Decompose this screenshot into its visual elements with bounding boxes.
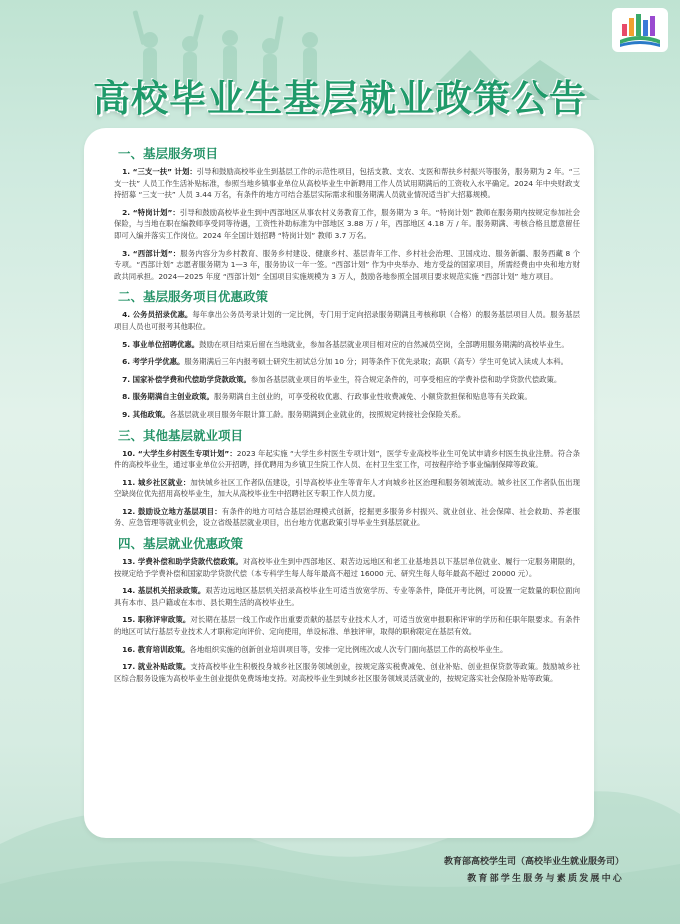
section-heading-2: 二、基层服务项目优惠政策 (118, 289, 269, 305)
policy-item: 2. “特岗计划”：引导和鼓励高校毕业生到中西部地区从事农村义务教育工作，服务期为 3 年。“特岗计划” 教师在服务期内按规定参加社会保险，与当地在职在编教师享受同等待遇，工资性补助标准为中部地区 3.88 万 / 年，西部地区 4.18 万 / 年。服务期满、考核合格且愿意留任即可入编并落实工作岗位。2024 年全国计划招聘 “特岗计划” 教师 3.7 万名。 (114, 207, 580, 240)
section-heading-3: 三、其他基层就业项目 (118, 427, 244, 443)
policy-item: 9. 其他政策。各基层就业项目服务年限计算工龄。服务期满到企业就业的，按照规定转接社会保险关系。 (122, 409, 466, 419)
policy-item: 14. 基层机关招录政策。艰苦边远地区基层机关招录高校毕业生可适当放宽学历、专业等条件，降低开考比例，可设置一定数量的职位面向具有本市、县户籍或在本市、县长期生活的高校毕业生。 (114, 586, 580, 607)
policy-item: 5. 事业单位招聘优惠。鼓励在项目结束后留在当地就业，参加各基层就业项目相对应的自然减员空岗，全部聘用服务期满的高校毕业生。 (122, 339, 569, 349)
section-heading-4: 四、基层就业优惠政策 (118, 536, 244, 552)
policy-item: 15. 职称评审政策。对长期在基层一线工作或作出重要贡献的基层专业技术人才，可适当放宽申报职称评审的学历和任职年限要求。有条件的地区可试行基层专业技术人才职称定向评价、定向使用，单设标准、单独评审，取得的职称限定在基层有效。 (114, 615, 580, 637)
page-title: 高校毕业生基层就业政策公告 (93, 77, 587, 120)
issuer-footer (444, 854, 624, 888)
policy-item: 6. 考学升学优惠。服务期满后三年内报考硕士研究生初试总分加 10 分；同等条件下优先录取；高职（高专）学生可免试入读成人本科。 (122, 357, 569, 367)
policy-item: 17. 就业补贴政策。支持高校毕业生积极投身城乡社区服务领域创业，按规定落实税费减免、创业补贴、创业担保贷款等政策。鼓励城乡社区综合服务设施为高校毕业生创业提供免费场地支持。对高校毕业生到城乡社区服务领域灵活就业的，按规定落实社会保险补贴等政策。 (114, 662, 580, 683)
issuer-line-2: 教育部学生服务与素质发展中心 (467, 874, 624, 884)
policy-item: 12. 鼓励设立地方基层项目：有条件的地方可结合基层治理模式创新，挖掘更多服务乡村振兴、就业创业、社会保障、社会救助、养老服务、应急管理等就业机会，设立省级基层就业项目，出台地方优惠政策引导毕业生到基层就业。 (114, 506, 580, 528)
policy-item: 11. 城乡社区就业：加快城乡社区工作者队伍建设，引导高校毕业生等青年人才向城乡社区治理和服务领域流动。城乡社区工作者队伍出现空缺岗位优先招用高校毕业生，加大从高校毕业生中招聘社区专职工作人员力度。 (114, 477, 580, 499)
policy-item: 16. 教育培训政策。各地组织实施的创新创业培训项目等，安排一定比例班次或人次专门面向基层工作的高校毕业生。 (122, 644, 508, 654)
policy-item: 13. 学费补偿和助学贷款代偿政策。对高校毕业生到中西部地区、艰苦边远地区和老工业基地县以下基层单位就业、履行一定服务期限的，按规定给予学费补偿和国家助学贷款代偿（本专科学生每人每年最高不超过 16000 元、研究生每人每年最高不超过 20000 元）。 (114, 557, 580, 578)
policy-item: 10. “大学生乡村医生专项计划”：2023 年起实施 “大学生乡村医生专项计划”，医学专业高校毕业生可免试申请乡村医生执业注册。符合条件的高校毕业生，通过事业单位公开招聘，择优聘用为乡镇卫生院工作人员、在村卫生室工作，可按程序给予事业编制保障等政策。 (114, 448, 580, 470)
policy-item: 7. 国家补偿学费和代偿助学贷款政策。参加各基层就业项目的毕业生，符合规定条件的，可享受相应的学费补偿和助学贷款代偿政策。 (122, 374, 562, 384)
logo-icon (612, 8, 668, 52)
policy-item: 3. “西部计划”：服务内容分为乡村教育、服务乡村建设、健康乡村、基层青年工作、乡村社会治理、卫国戍边、服务新疆、服务西藏 8 个专项。“西部计划” 志愿者服务期为 1—3 年，服务协议一年一签。“西部计划” 作为中央举办、地方受益的国家项目，所需经费由中央和地方财政共同承担。2024—2025 年度 “西部计划” 全国项目实施规模为 3 万人，鼓励各地参照全国项目要求规范实施 “西部计划” 地方项目。 (114, 248, 580, 281)
section-heading-1: 一、基层服务项目 (118, 146, 219, 161)
policy-content (114, 142, 580, 690)
policy-item: 4. 公务员招录优惠。每年拿出公务员考录计划的一定比例，专门用于定向招录服务期满且考核称职（合格）的服务基层项目人员。服务基层项目人员也可报考其他职位。 (114, 310, 580, 331)
policy-item: 1. “三支一扶” 计划：引导和鼓励高校毕业生到基层工作的示范性项目，包括支教、支农、支医和帮扶乡村振兴等服务，服务期为 2 年。“三支一扶” 人员工作生活补贴标准，参照当地乡镇事业单位从高校毕业生中新聘用工作人员试用期满后的工资收入水平确定。2024 年中央财政支持招募 “三支一扶” 人员 3.44 万名，有条件的地方可结合基层实际需求和服务期满人员就业情况适当扩大招募规模。 (114, 167, 580, 200)
policy-item: 8. 服务期满自主创业政策。服务期满自主创业的，可享受税收优惠、行政事业性收费减免、小额贷款担保和贴息等有关政策。 (122, 392, 532, 402)
issuer-line-1: 教育部高校学生司（高校毕业生就业服务司） (443, 857, 624, 867)
policy-card (84, 128, 594, 838)
